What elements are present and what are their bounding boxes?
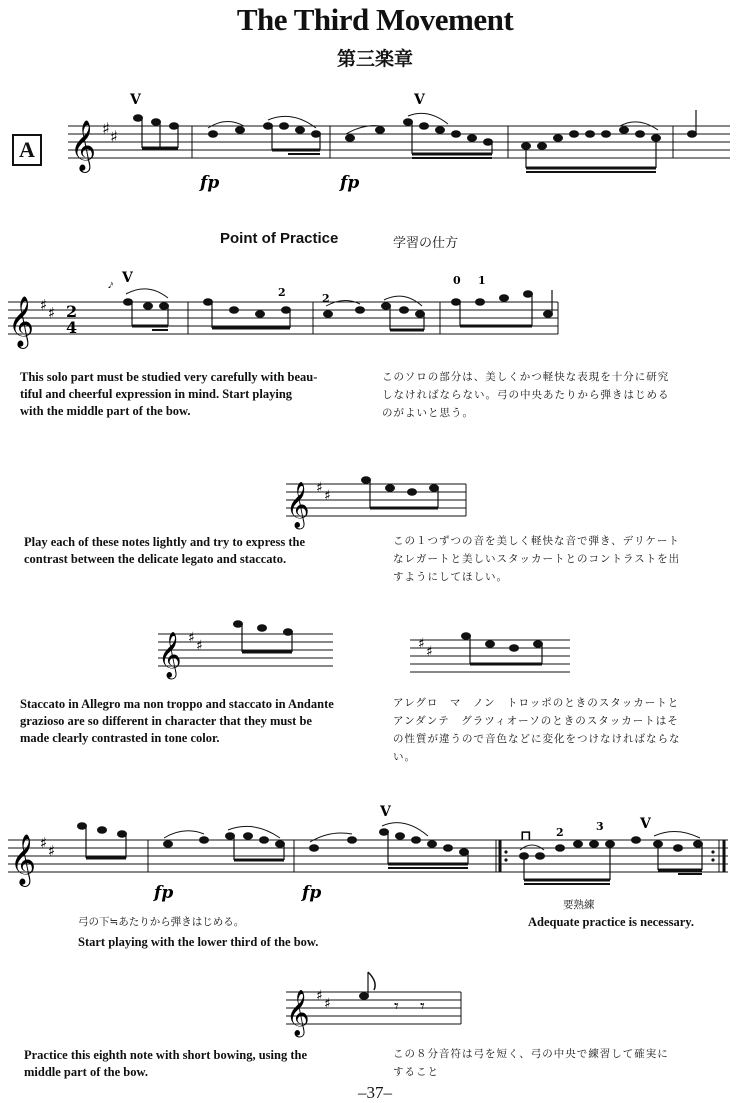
fingering: 1 (478, 274, 486, 287)
treble-clef-icon: 𝄞 (70, 120, 97, 171)
svg-text:V: V (130, 92, 141, 108)
staff-legato-staccato (286, 460, 486, 532)
svg-text:♯: ♯ (188, 630, 195, 646)
svg-text:♯: ♯ (316, 480, 323, 496)
text-ja-1: このソロの部分は、美しくかつ軽快な表現を十分に研究 しなければならない。弓の中央あたりから弾きはじめる のがよいと思う。 (382, 371, 670, 419)
point-of-practice-heading-ja: 学習の仕方 (393, 236, 459, 251)
staff-andante (410, 620, 580, 690)
treble-clef-icon: 𝄞 (8, 296, 35, 347)
time-signature-bottom: 4 (66, 318, 78, 337)
dynamic-fp: fp (154, 883, 174, 903)
svg-text:♯: ♯ (110, 127, 118, 146)
fingering: 2 (278, 286, 286, 299)
down-bow-icon: ⊓ (520, 828, 532, 844)
section-label-a: A (12, 134, 42, 166)
text-en-5: Practice this eighth note with short bowing, using the middle part of the bow. (24, 1048, 307, 1079)
svg-text:♯: ♯ (324, 996, 331, 1012)
page-title: The Third Movement (236, 2, 514, 37)
eighth-rest-icon: 𝄾 (394, 996, 399, 1017)
svg-text:♯: ♯ (40, 834, 48, 852)
point-of-practice-heading: Point of Practice (220, 230, 339, 247)
time-signature-top: 2 (66, 302, 78, 321)
svg-text:♯: ♯ (426, 644, 433, 660)
dynamic-fp: fp (340, 173, 360, 193)
treble-clef-icon: 𝄞 (286, 482, 310, 528)
svg-text:V: V (640, 816, 651, 832)
svg-text:♯: ♯ (418, 636, 425, 652)
svg-text:V: V (122, 270, 133, 286)
text-en-3: Staccato in Allegro ma non troppo and staccato in Andante grazioso are so different in character that they must be made clearly contrasted in tone color. (20, 697, 334, 745)
page-number: –37– (358, 1083, 392, 1102)
text-en-4a: Start playing with the lower third of the bow. (78, 935, 319, 949)
text-ja-4b: 要熟練 (563, 899, 595, 911)
svg-text:♯: ♯ (196, 638, 203, 654)
svg-text:♯: ♯ (48, 842, 56, 860)
svg-text:𝆔: 𝆔 (108, 277, 113, 292)
text-ja-3: アレグロ マ ノン トロッポのときのスタッカートと アンダンテ グラツィオーソのときのスタッカートはそ の性質が違うので音色などに変化をつけなければならな い。 (393, 697, 681, 763)
staff-eighth-note (286, 972, 476, 1044)
svg-text:V: V (380, 804, 391, 820)
text-en-2: Play each of these notes lightly and try to express the contrast between the delicate legato and staccato. (24, 535, 305, 566)
fingering: 2 (322, 292, 330, 305)
svg-text:♯: ♯ (316, 988, 323, 1004)
fingering: 3 (596, 820, 604, 833)
staff-practice (8, 266, 568, 362)
svg-text:♯: ♯ (40, 296, 48, 314)
page-subtitle: 第三楽章 (336, 48, 413, 70)
eighth-rest-icon: 𝄾 (420, 996, 425, 1017)
staff-lower-third (8, 800, 743, 903)
treble-clef-icon: 𝄞 (10, 834, 37, 885)
svg-text:V: V (414, 92, 425, 108)
staff-a (68, 92, 738, 198)
svg-text:♯: ♯ (102, 119, 110, 138)
dynamic-fp: fp (200, 173, 220, 193)
svg-text:♯: ♯ (324, 488, 331, 504)
text-en-4b: Adequate practice is necessary. (528, 915, 694, 929)
treble-clef-icon: 𝄞 (286, 990, 310, 1036)
text-ja-2: この１つずつの音を美しく軽快な音で弾き、デリケート なレガートと美しいスタッカートとのコントラストを出 すようにしてほしい。 (393, 535, 681, 583)
treble-clef-icon: 𝄞 (158, 632, 182, 678)
text-ja-5: この８分音符は弓を短く、弓の中央で練習して確実に すること (393, 1048, 669, 1078)
fingering: 2 (556, 826, 564, 839)
text-ja-4a: 弓の下≒あたりから弾きはじめる。 (78, 916, 245, 928)
dynamic-fp: fp (302, 883, 322, 903)
svg-text:♯: ♯ (48, 304, 56, 322)
fingering: 0 (453, 274, 461, 287)
text-en-1: This solo part must be studied very carefully with beau- tiful and cheerful expression in mind. Start playing with the middle part of the bow. (20, 370, 318, 418)
staff-allegro (158, 604, 338, 684)
